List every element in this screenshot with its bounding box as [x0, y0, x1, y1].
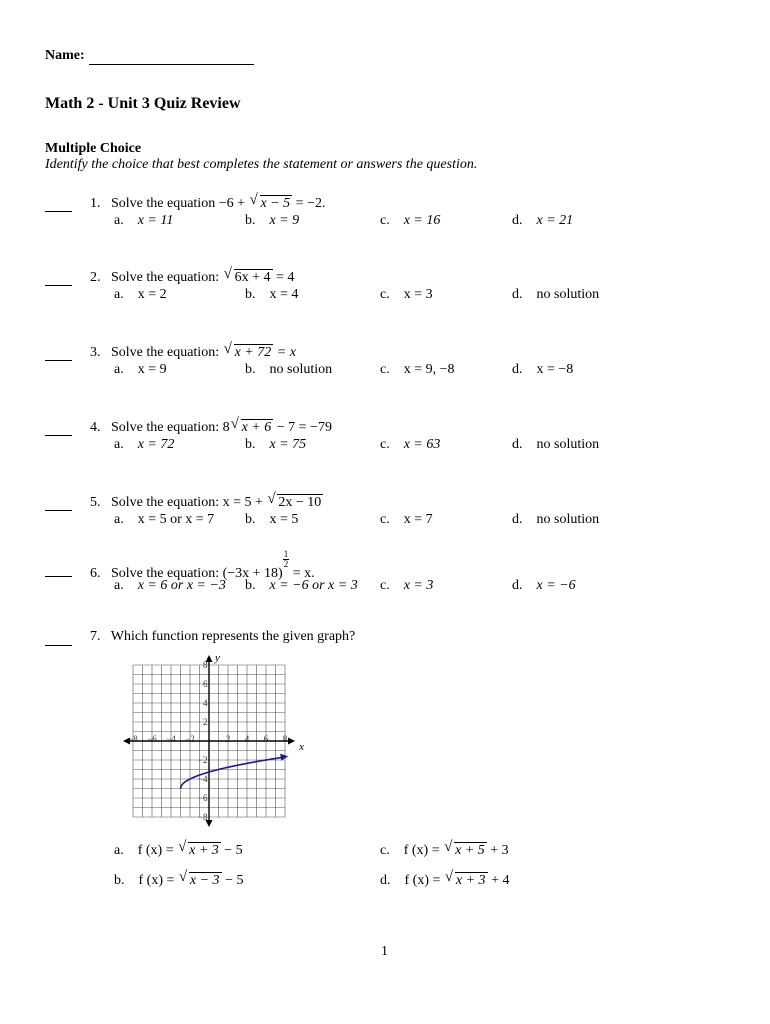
- instructions: Identify the choice that best completes the statement or answers the question.: [45, 157, 478, 172]
- choice-1d[interactable]: d. x = 21: [512, 213, 574, 228]
- answer-blank-5[interactable]: [45, 510, 72, 511]
- x-tick-label: 2: [225, 734, 231, 744]
- page-number: 1: [381, 944, 388, 959]
- question-prefix: Solve the equation:: [111, 345, 223, 360]
- x-axis-label: x: [299, 741, 304, 753]
- question-suffix: = −2.: [292, 196, 326, 211]
- answer-blank-3[interactable]: [45, 360, 72, 361]
- x-tick-label: −4: [166, 734, 176, 744]
- question-1: [90, 192, 326, 212]
- answer-blank-6[interactable]: [45, 576, 72, 577]
- question-number: 2.: [90, 270, 101, 285]
- choice-7d[interactable]: d. f (x) = √ x + 3 + 4: [380, 869, 510, 888]
- y-tick-label: −2: [197, 755, 208, 765]
- choice-2c[interactable]: c. x = 3: [380, 287, 433, 302]
- x-tick-label: 6: [263, 734, 269, 744]
- radical: √ 6x + 4: [223, 266, 271, 285]
- choice-7c[interactable]: c. f (x) = √ x + 5 + 3: [380, 839, 509, 858]
- x-tick-label: 8: [282, 734, 288, 744]
- x-tick-label: 4: [244, 734, 250, 744]
- radicand: x + 72: [234, 345, 272, 360]
- y-tick-label: 8: [203, 660, 208, 670]
- choice-7b[interactable]: b. f (x) = √ x − 3 − 5: [114, 869, 244, 888]
- choice-4a[interactable]: a. x = 72: [114, 437, 175, 452]
- name-label: Name:: [45, 48, 85, 63]
- choice-1b[interactable]: b. x = 9: [245, 213, 300, 228]
- radicand: x − 5: [260, 196, 291, 211]
- function-graph: [118, 652, 308, 832]
- y-tick-label: 6: [203, 679, 208, 689]
- axis-arrow: [288, 738, 295, 745]
- y-tick-label: 2: [203, 717, 208, 727]
- choice-6a[interactable]: a. x = 6 or x = −3: [114, 578, 226, 593]
- choice-4d[interactable]: d. no solution: [512, 437, 600, 452]
- choice-2d[interactable]: d. no solution: [512, 287, 600, 302]
- y-axis-label: y: [215, 652, 220, 664]
- choice-6c[interactable]: c. x = 3: [380, 578, 434, 593]
- exponent-denominator: 2: [283, 559, 289, 569]
- name-field[interactable]: [89, 64, 254, 65]
- question-number: 1.: [90, 196, 101, 211]
- choice-2a[interactable]: a. x = 2: [114, 287, 167, 302]
- question-prefix: Solve the equation −6 +: [111, 196, 249, 211]
- question-4: [90, 416, 332, 436]
- choice-3a[interactable]: a. x = 9: [114, 362, 167, 377]
- choice-5d[interactable]: d. no solution: [512, 512, 600, 527]
- question-suffix: − 7 = −79: [273, 420, 332, 435]
- choice-1c[interactable]: c. x = 16: [380, 213, 441, 228]
- question-prefix: Solve the equation: 8: [111, 420, 230, 435]
- y-tick-label: 4: [203, 698, 208, 708]
- question-number: 3.: [90, 345, 101, 360]
- y-tick-label: −6: [197, 793, 208, 803]
- x-tick-label: −8: [128, 734, 138, 744]
- question-number: 6.: [90, 566, 101, 581]
- y-tick-label: −4: [197, 774, 208, 784]
- question-prefix: Solve the equation: (−3x + 18): [111, 566, 283, 581]
- question-number: 4.: [90, 420, 101, 435]
- exponent-numerator: 1: [283, 549, 289, 559]
- radicand: 2x − 10: [278, 495, 322, 510]
- question-text: Which function represents the given graph?: [110, 629, 356, 644]
- choice-7a[interactable]: a. f (x) = √ x + 3 − 5: [114, 839, 243, 858]
- choice-5b[interactable]: b. x = 5: [245, 512, 299, 527]
- x-tick-label: −2: [185, 734, 195, 744]
- radicand: 6x + 4: [234, 270, 271, 285]
- choice-1a[interactable]: a. x = 11: [114, 213, 174, 228]
- answer-blank-1[interactable]: [45, 211, 72, 212]
- page-title: Math 2 - Unit 3 Quiz Review: [45, 95, 241, 112]
- choice-6b[interactable]: b. x = −6 or x = 3: [245, 578, 358, 593]
- question-3: [90, 341, 296, 361]
- question-number: 7.: [90, 629, 101, 644]
- exponent-fraction: [283, 550, 290, 569]
- answer-blank-4[interactable]: [45, 435, 72, 436]
- radical: √ 2x − 10: [267, 491, 322, 510]
- answer-blank-2[interactable]: [45, 285, 72, 286]
- radical: √ x − 5: [249, 192, 291, 211]
- question-suffix: = 4: [272, 270, 295, 285]
- question-suffix: = x: [273, 345, 296, 360]
- y-tick-label: −8: [197, 812, 208, 822]
- x-tick-label: −6: [147, 734, 157, 744]
- radicand: x + 6: [241, 420, 272, 435]
- choice-6d[interactable]: d. x = −6: [512, 578, 576, 593]
- choice-3c[interactable]: c. x = 9, −8: [380, 362, 455, 377]
- question-7: [90, 629, 355, 645]
- choice-5a[interactable]: a. x = 5 or x = 7: [114, 512, 215, 527]
- question-2: [90, 266, 295, 286]
- question-prefix: Solve the equation: x = 5 +: [111, 495, 267, 510]
- choice-4c[interactable]: c. x = 63: [380, 437, 441, 452]
- graph-curve-arrow: [280, 754, 288, 761]
- question-5: [90, 491, 323, 511]
- radical: √ x + 6: [230, 416, 272, 435]
- question-suffix: = x.: [289, 566, 315, 581]
- answer-blank-7[interactable]: [45, 645, 72, 646]
- choice-2b[interactable]: b. x = 4: [245, 287, 299, 302]
- question-number: 5.: [90, 495, 101, 510]
- radical: √ x + 72: [223, 341, 272, 360]
- choice-3d[interactable]: d. x = −8: [512, 362, 574, 377]
- choice-4b[interactable]: b. x = 75: [245, 437, 307, 452]
- question-prefix: Solve the equation:: [111, 270, 223, 285]
- choice-5c[interactable]: c. x = 7: [380, 512, 433, 527]
- section-heading: Multiple Choice: [45, 141, 142, 156]
- choice-3b[interactable]: b. no solution: [245, 362, 333, 377]
